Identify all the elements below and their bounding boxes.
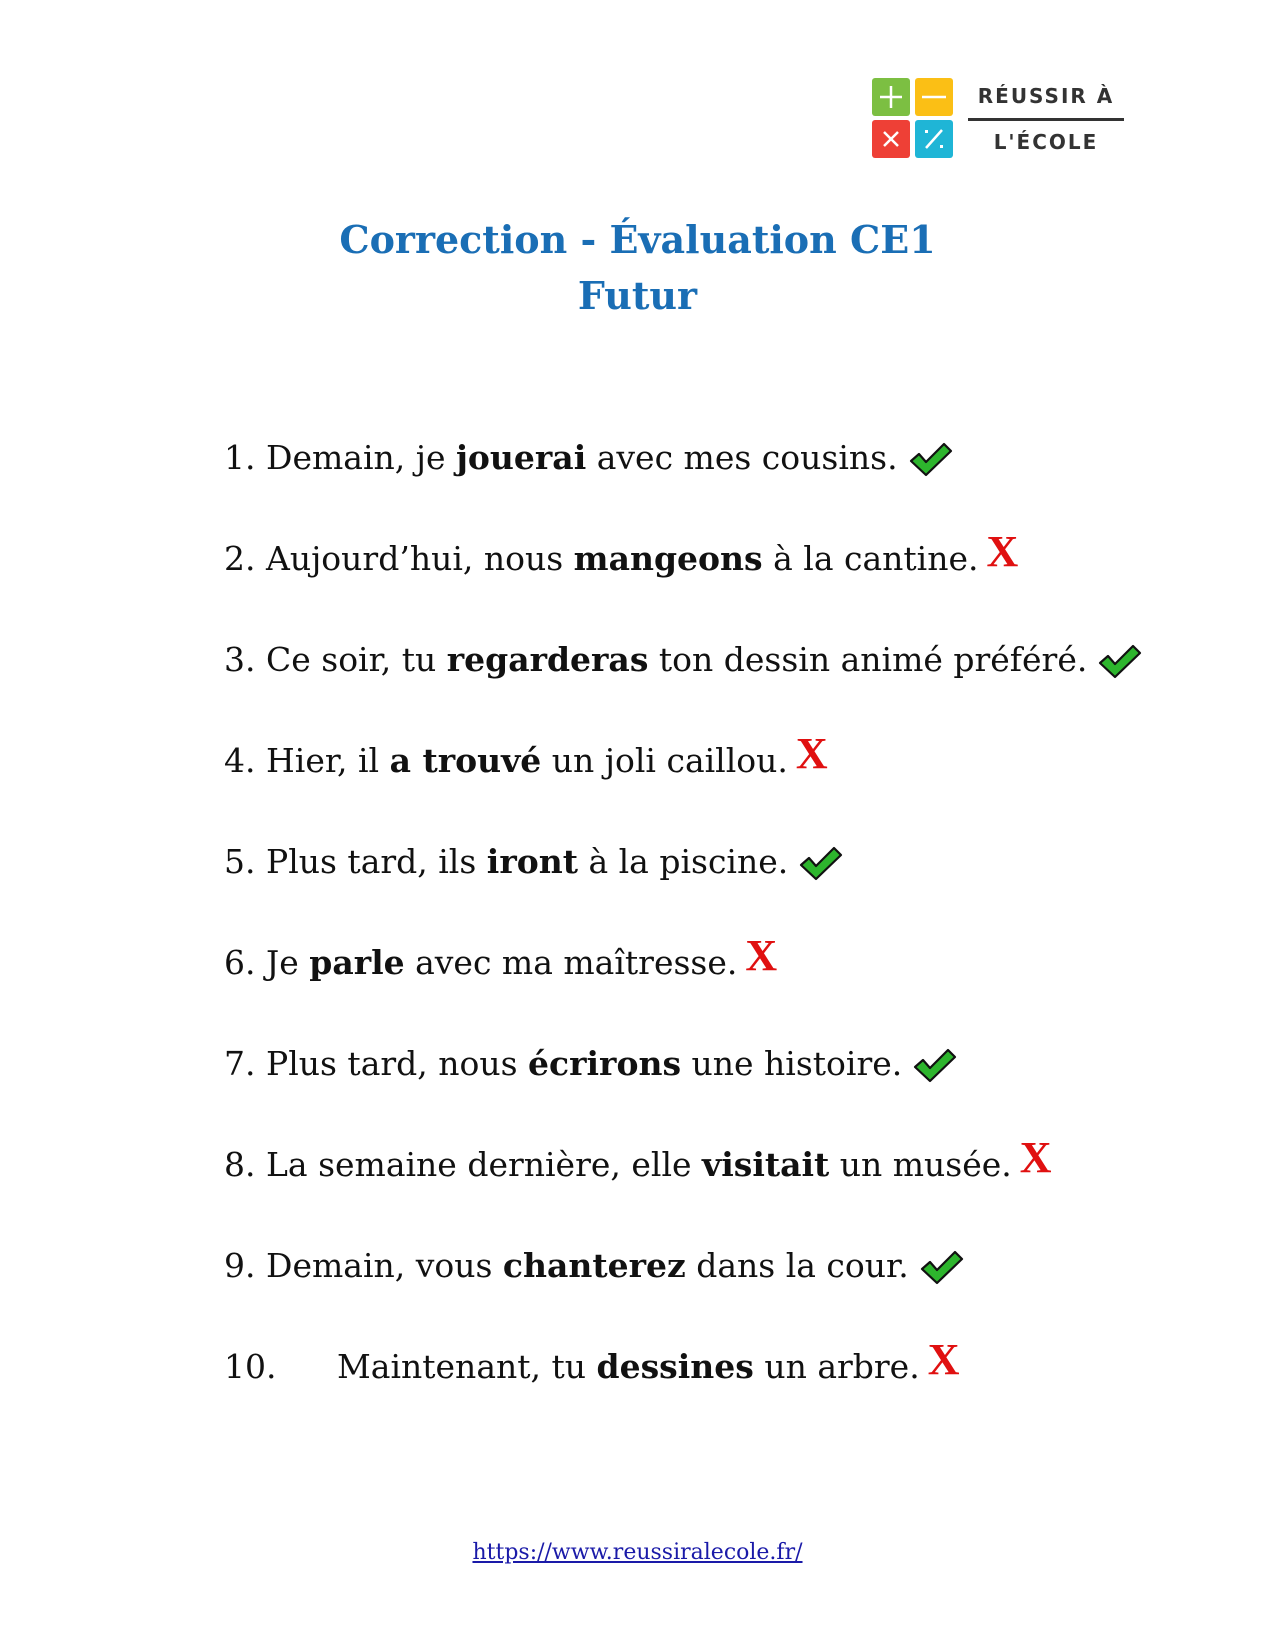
cross-icon: X xyxy=(1019,1133,1052,1182)
logo-line1: RÉUSSIR À xyxy=(977,84,1115,108)
item-number: 2. xyxy=(224,539,256,578)
logo-divider xyxy=(968,118,1124,121)
item-verb: regarderas xyxy=(446,640,649,679)
item-text-before: Demain, vous xyxy=(255,1246,503,1285)
list-item xyxy=(224,1034,958,1094)
item-number: 4. xyxy=(224,741,256,780)
item-text-after: dans la cour. xyxy=(685,1246,909,1285)
item-number: 5. xyxy=(224,842,256,881)
item-number: 9. xyxy=(224,1246,256,1285)
item-text-before: Aujourd’hui, nous xyxy=(255,539,574,578)
item-text-before: Plus tard, nous xyxy=(255,1044,529,1083)
list-item xyxy=(224,630,1143,690)
item-text-before: Ce soir, tu xyxy=(255,640,447,679)
item-text-before: Maintenant, tu xyxy=(337,1347,597,1386)
item-text-after: à la cantine. xyxy=(762,539,979,578)
item-verb: chanterez xyxy=(502,1246,686,1285)
item-text-after: avec mes cousins. xyxy=(586,438,898,477)
item-number: 6. xyxy=(224,943,256,982)
item-text-after: ton dessin animé préféré. xyxy=(648,640,1088,679)
item-number: 10. xyxy=(224,1347,277,1386)
item-verb: mangeons xyxy=(573,539,763,578)
item-text-before: Hier, il xyxy=(255,741,390,780)
item-number: 1. xyxy=(224,438,256,477)
item-verb: a trouvé xyxy=(389,741,542,780)
item-verb: iront xyxy=(486,842,578,881)
check-icon xyxy=(1097,643,1143,681)
item-number: 8. xyxy=(224,1145,256,1184)
logo-tiles xyxy=(872,78,956,160)
check-icon xyxy=(912,1047,958,1085)
plus-icon xyxy=(872,78,910,116)
minus-icon xyxy=(915,78,953,116)
list-item xyxy=(224,529,1018,589)
item-text-before: La semaine dernière, elle xyxy=(255,1145,703,1184)
item-text-after: une histoire. xyxy=(681,1044,903,1083)
item-verb: parle xyxy=(309,943,405,982)
item-text-after: un joli caillou. xyxy=(541,741,788,780)
percent-icon xyxy=(915,120,953,158)
item-number: 3. xyxy=(224,640,256,679)
item-text-after: avec ma maîtresse. xyxy=(404,943,738,982)
logo-line2: L'ÉCOLE xyxy=(993,130,1099,154)
check-icon xyxy=(919,1249,965,1287)
logo-wordmark xyxy=(968,78,1124,160)
item-text-after: un musée. xyxy=(829,1145,1012,1184)
page-subtitle: Futur xyxy=(577,273,698,318)
cross-icon: X xyxy=(927,1335,960,1384)
cross-icon: X xyxy=(745,931,778,980)
list-item xyxy=(224,832,844,892)
logo xyxy=(872,78,1124,160)
list-item xyxy=(224,1236,965,1296)
footer xyxy=(0,1540,1275,1565)
item-text-before: Je xyxy=(255,943,310,982)
item-text-before: Plus tard, ils xyxy=(255,842,487,881)
check-icon xyxy=(908,441,954,479)
item-text-after: un arbre. xyxy=(753,1347,920,1386)
item-text-after: à la piscine. xyxy=(577,842,789,881)
times-icon xyxy=(872,120,910,158)
item-verb: visitait xyxy=(702,1145,830,1184)
list-item xyxy=(224,428,954,488)
website-link[interactable]: https://www.reussiralecole.fr/ xyxy=(472,1540,803,1565)
check-icon xyxy=(798,845,844,883)
list-item xyxy=(224,731,828,791)
list-item xyxy=(224,1135,1052,1195)
cross-icon: X xyxy=(795,729,828,778)
item-verb: écrirons xyxy=(528,1044,682,1083)
item-number: 7. xyxy=(224,1044,256,1083)
item-verb: dessines xyxy=(596,1347,754,1386)
list-item xyxy=(224,933,777,993)
item-verb: jouerai xyxy=(455,438,587,477)
cross-icon: X xyxy=(986,527,1019,576)
item-text-before: Demain, je xyxy=(255,438,456,477)
list-item xyxy=(224,1337,959,1397)
page-title: Correction - Évaluation CE1 xyxy=(339,217,936,262)
